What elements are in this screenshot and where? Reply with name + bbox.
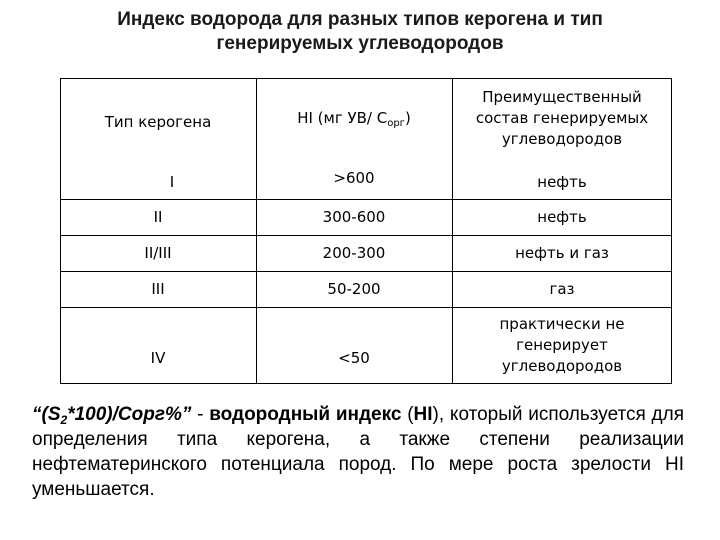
cell-composition-III: газ <box>549 279 575 298</box>
header-composition-line-3: углеводородов <box>501 129 623 148</box>
cell-composition-II: нефть <box>537 207 587 226</box>
cell-hi-IV: <50 <box>338 348 370 367</box>
kerogen-table <box>60 78 672 384</box>
cell-composition-IV-line-3: углеводородов <box>501 356 623 375</box>
abbr-close: ), <box>432 404 450 425</box>
cell-type-III: III <box>151 279 165 298</box>
cell-hi-III: 50-200 <box>327 279 381 298</box>
formula-rest: *100)/Сорг%” <box>67 404 192 425</box>
definition-text: который используется для определения типа керогена, а также степени реализации нефтематеринского потенциала пород. По мере роста зрелости HI уменьшается. <box>32 404 685 500</box>
cell-composition-IV-line-1: практически не <box>499 314 625 333</box>
hi-abbr: HI <box>413 404 433 425</box>
header-hi-subscript: орг <box>387 117 405 129</box>
formula-subscript: 2 <box>60 413 68 427</box>
formula-dash: - <box>191 404 210 425</box>
hi-term: водородный индекс <box>209 404 402 425</box>
header-hi-text: HI (мг УВ/ С <box>297 108 388 127</box>
cell-type-II-III: II/III <box>144 243 172 262</box>
header-hi <box>256 84 452 152</box>
cell-composition-IV-line-2: генерирует <box>516 335 608 354</box>
cell-composition-II-III: нефть и газ <box>515 243 609 262</box>
formula-open: “(S <box>32 404 61 425</box>
header-composition-line-2: состав генерируемых <box>475 108 649 127</box>
cell-hi-II-III: 200-300 <box>322 243 386 262</box>
abbr-open: ( <box>401 404 414 425</box>
title-line-1: Индекс водорода для разных типов керогена и тип <box>117 9 603 30</box>
header-kerogen-type: Тип керогена <box>104 112 212 131</box>
cell-type-II: II <box>153 207 163 226</box>
title-line-2: генерируемых углеводородов <box>216 33 504 54</box>
hi-definition-paragraph <box>32 402 684 502</box>
cell-type-IV: IV <box>150 348 166 367</box>
header-composition-line-1: Преимущественный <box>482 87 642 106</box>
cell-composition-IV <box>452 307 672 383</box>
header-composition <box>452 78 672 158</box>
cell-type-I: I <box>169 172 175 191</box>
page-title <box>40 8 680 56</box>
hi-formula <box>32 404 191 425</box>
header-hi-close: ) <box>404 108 411 127</box>
cell-composition-I: нефть <box>537 172 587 191</box>
cell-hi-II: 300-600 <box>322 207 386 226</box>
cell-hi-I: >600 <box>333 168 375 187</box>
